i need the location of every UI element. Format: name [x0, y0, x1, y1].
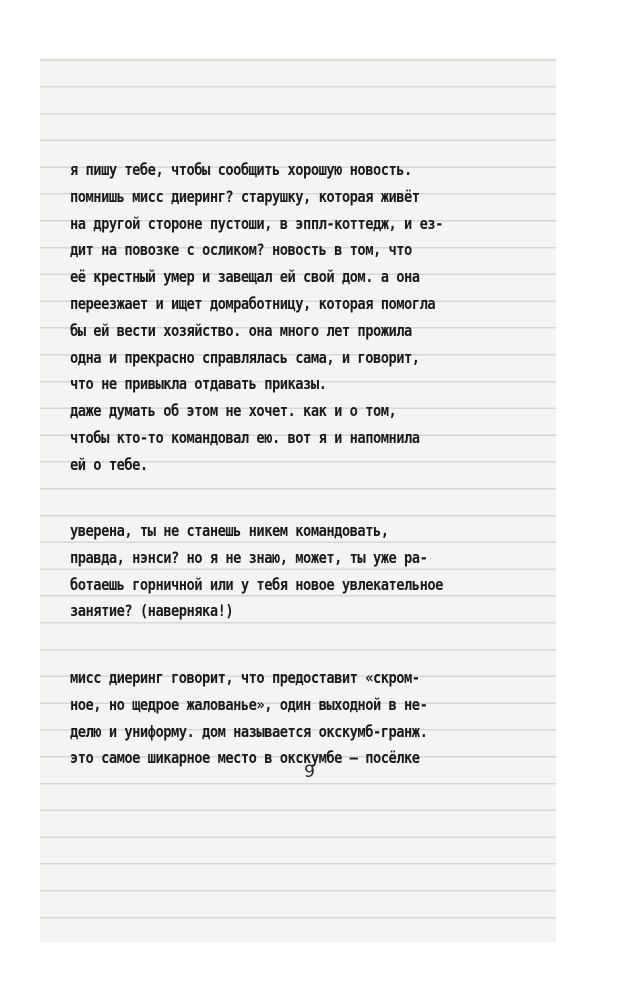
- text-line: мисс диеринг говорит, что предоставит «скром-: [70, 668, 420, 687]
- text-line: помнишь мисс диеринг? старушку, которая живёт: [70, 186, 420, 206]
- text-line: даже думать об этом не хочет. как и о том,: [70, 401, 397, 421]
- paragraph-1: [70, 157, 448, 479]
- text-line: переезжает и ищет домработницу, которая помогла: [70, 293, 436, 313]
- text-line: ное, но щедрое жалованье», один выходной в не-: [70, 694, 428, 714]
- text-line: ботаешь горничной или у тебя новое увлекательное: [70, 574, 443, 594]
- text-line: ей о тебе.: [70, 454, 148, 474]
- text-line: дит на повозке с осликом? новость в том, что: [70, 240, 412, 260]
- text-line: занятие? (наверняка!): [70, 601, 234, 621]
- text-line: бы ей вести хозяйство. она много лет прожила: [70, 320, 412, 340]
- text-line: правда, нэнси? но я не знаю, может, ты уже ра-: [70, 547, 428, 567]
- text-line: одна и прекрасно справлялась сама, и говорит,: [70, 347, 420, 367]
- text-line: я пишу тебе, чтобы сообщить хорошую новость.: [70, 160, 412, 179]
- text-line: делю и униформу. дом называется окскумб-гранж.: [70, 721, 428, 741]
- paragraph-2: [70, 518, 448, 625]
- text-line: на другой стороне пустоши, в эппл-коттедж, и ез-: [70, 213, 443, 233]
- text-line: что не привыкла отдавать приказы.: [70, 374, 327, 394]
- text-line: уверена, ты не станешь никем командовать,: [70, 521, 389, 540]
- text-line: это самое шикарное место в окскумбе — посёлке: [70, 748, 420, 768]
- page-number: 9: [304, 762, 315, 782]
- paragraph-3: [70, 665, 448, 772]
- text-line: чтобы кто-то командовал ею. вот я и напомнила: [70, 427, 420, 447]
- text-line: её крестный умер и завещал ей свой дом. а она: [70, 267, 420, 287]
